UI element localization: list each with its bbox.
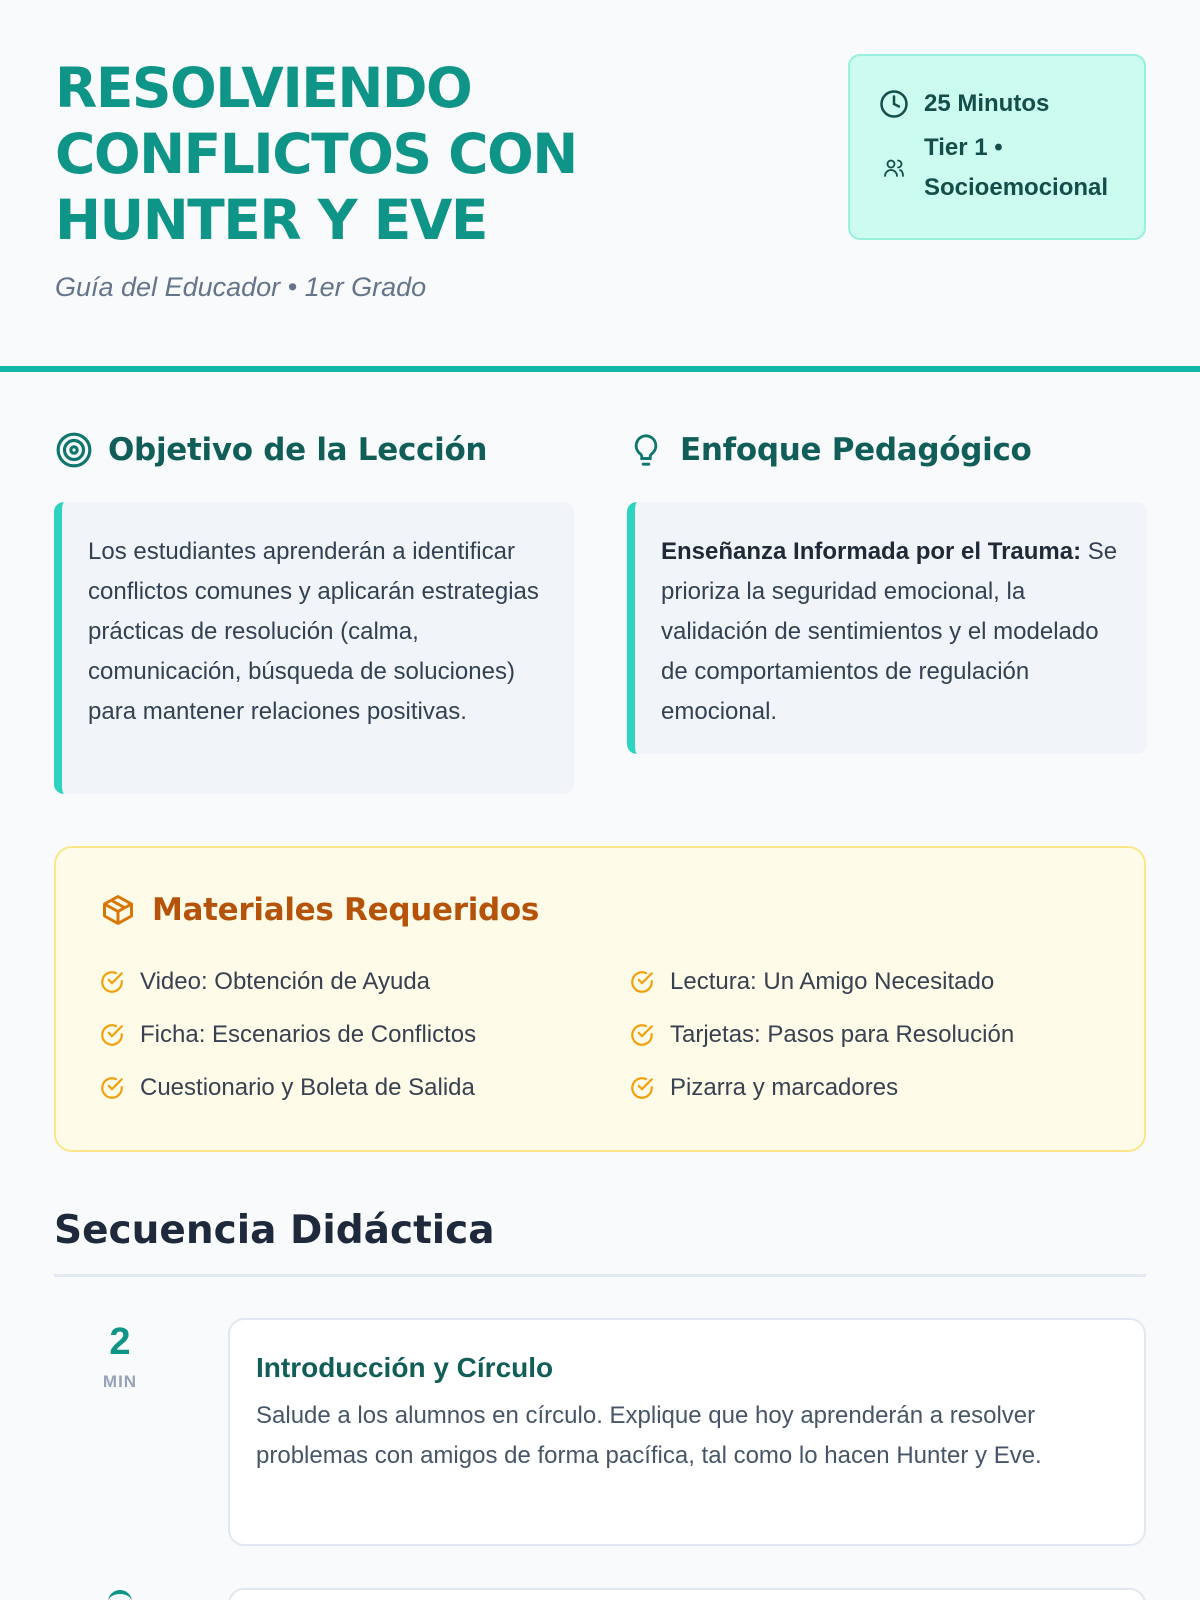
step-minutes-partial — [108, 1590, 132, 1600]
material-label: Tarjetas: Pasos para Resolución — [670, 1021, 1015, 1048]
objective-card — [54, 502, 574, 794]
check-circle-icon — [98, 968, 126, 996]
lesson-meta-card — [848, 54, 1146, 240]
tier-text-line1: Tier 1 • — [924, 134, 1003, 161]
material-item — [98, 968, 430, 996]
objective-heading — [54, 430, 487, 470]
users-icon — [878, 152, 910, 184]
sequence-divider — [54, 1274, 1146, 1277]
target-icon — [54, 430, 94, 470]
material-label: Cuestionario y Boleta de Salida — [140, 1074, 475, 1101]
check-circle-icon — [628, 968, 656, 996]
material-item — [98, 1021, 476, 1049]
material-item — [628, 1074, 898, 1102]
step-card — [228, 1318, 1146, 1546]
step-title: Introducción y Círculo — [256, 1352, 554, 1383]
lightbulb-icon — [626, 430, 666, 470]
header-divider — [0, 366, 1200, 372]
duration-text: 25 Minutos — [924, 90, 1050, 117]
tier-row — [878, 128, 1108, 208]
check-circle-icon — [98, 1021, 126, 1049]
approach-card — [627, 502, 1147, 754]
tier-text-line2: Socioemocional — [924, 174, 1109, 201]
material-item — [628, 968, 994, 996]
approach-heading-text: Enfoque Pedagógico — [680, 432, 1032, 468]
approach-text: Se prioriza la seguridad emocional, la validación de sentimientos y el modelado de comportamientos de regulación emocional. — [661, 538, 1118, 725]
objective-text: Los estudiantes aprenderán a identificar conflictos comunes y aplicarán estrategias prácticas de resolución (calma, comunicación, búsqueda de soluciones) para mantener relaciones positivas. — [88, 538, 539, 725]
page-title: RESOLVIENDO CONFLICTOS CON HUNTER Y EVE — [55, 56, 577, 252]
step-minutes: 2 — [109, 1321, 131, 1363]
material-item — [98, 1074, 475, 1102]
step-minutes-unit: MIN — [102, 1372, 138, 1391]
materials-heading-text: Materiales Requeridos — [152, 892, 540, 928]
check-circle-icon — [98, 1074, 126, 1102]
material-label: Pizarra y marcadores — [670, 1074, 899, 1101]
material-label: Lectura: Un Amigo Necesitado — [670, 968, 995, 995]
material-label: Video: Obtención de Ayuda — [140, 968, 431, 995]
material-label: Ficha: Escenarios de Conflictos — [140, 1021, 477, 1048]
duration-row — [878, 84, 1049, 124]
sequence-heading: Secuencia Didáctica — [54, 1208, 495, 1253]
clock-icon — [878, 88, 910, 120]
page-subtitle: Guía del Educador • 1er Grado — [55, 272, 427, 302]
package-icon — [98, 890, 138, 930]
step-duration — [70, 1320, 170, 1392]
approach-lead: Enseñanza Informada por el Trauma: — [661, 538, 1082, 565]
approach-heading — [626, 430, 1032, 470]
step-card-next — [228, 1588, 1146, 1600]
check-circle-icon — [628, 1021, 656, 1049]
objective-heading-text: Objetivo de la Lección — [108, 432, 488, 468]
check-circle-icon — [628, 1074, 656, 1102]
materials-heading — [98, 890, 539, 930]
material-item — [628, 1021, 1014, 1049]
step-text: Salude a los alumnos en círculo. Explique que hoy aprenderán a resolver problemas con amigos de forma pacífica, tal como lo hacen Hunter y Eve. — [256, 1402, 1042, 1469]
materials-panel — [54, 846, 1146, 1152]
